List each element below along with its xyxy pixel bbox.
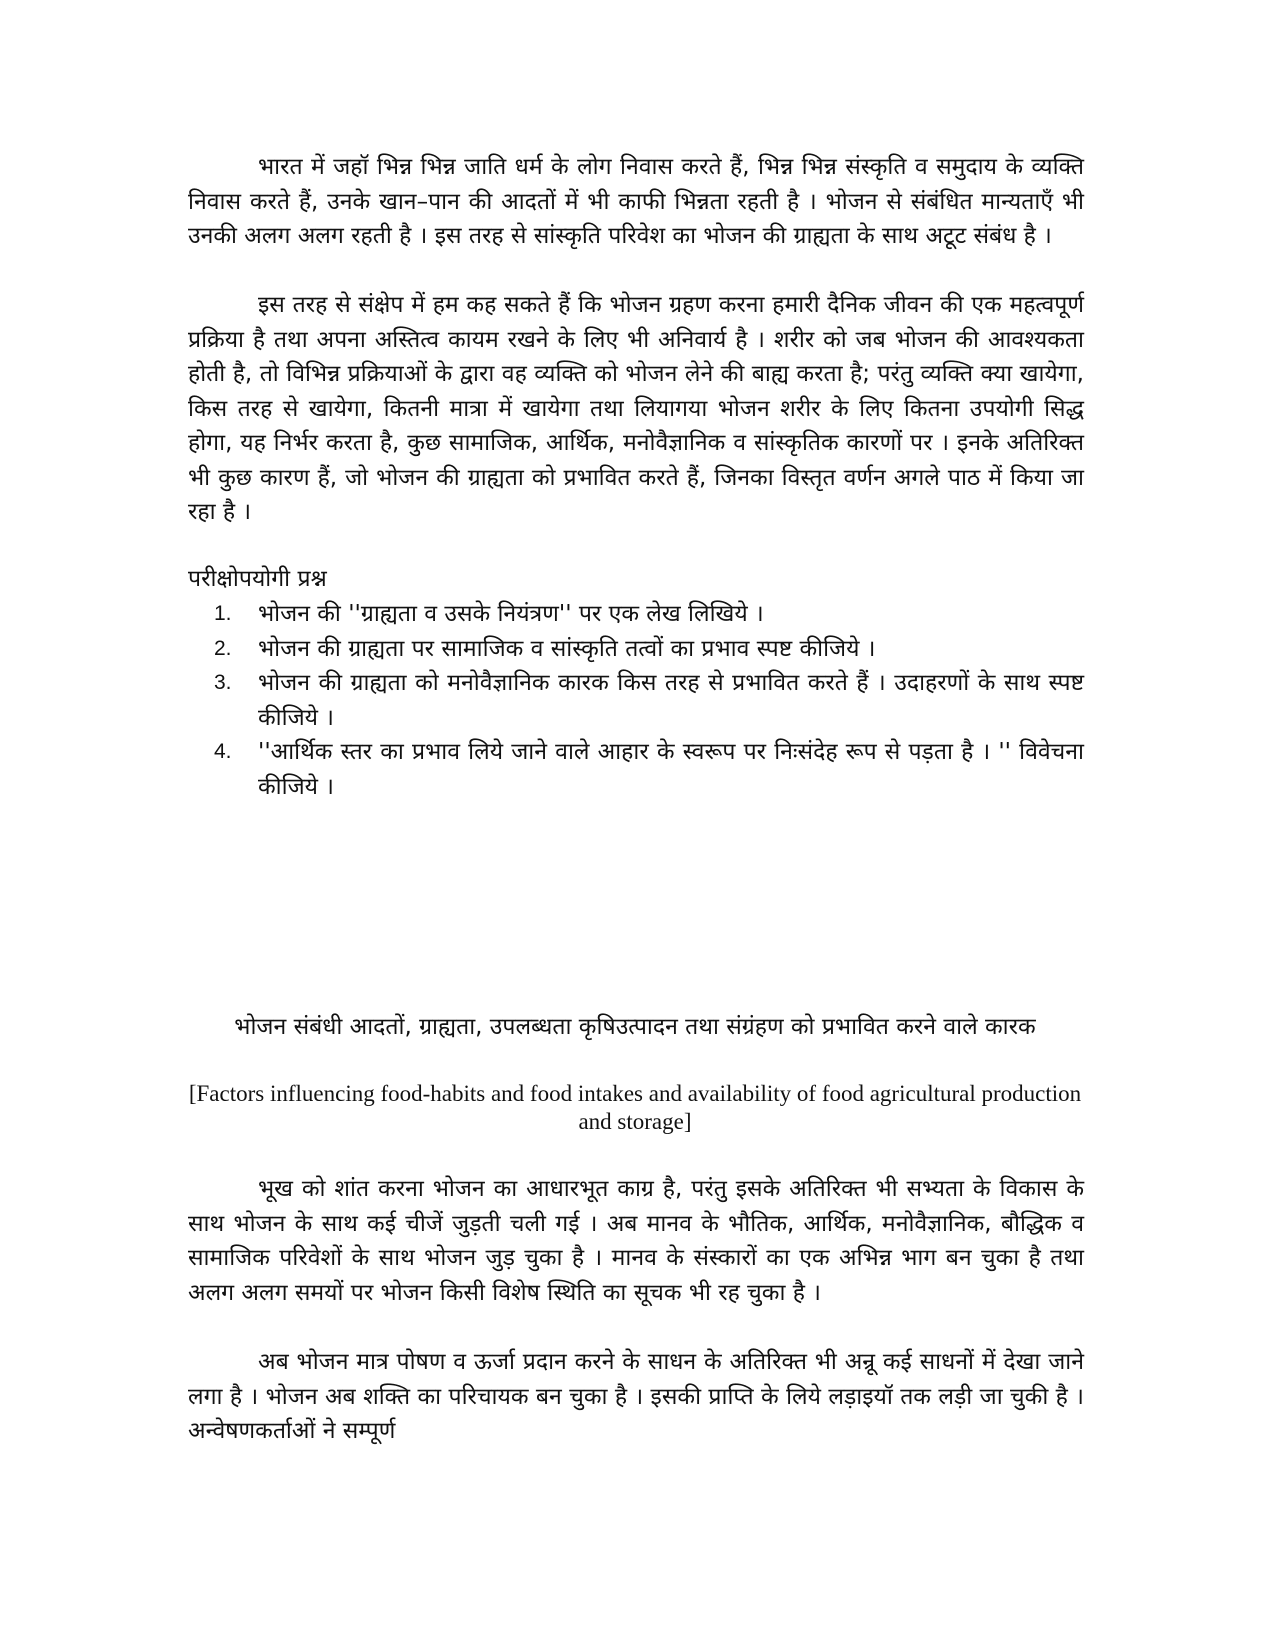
paragraph-summary xyxy=(188,288,1084,530)
question-text: ''आर्थिक स्तर का प्रभाव लिये जाने वाले आहार के स्वरूप पर निःसंदेह रूप से पड़ता है । '' विवेचना कीजिये । xyxy=(258,739,1084,800)
section-title-english: [Factors influencing food-habits and food intakes and availability of food agricultural production and storage] xyxy=(188,1081,1082,1134)
paragraph-text: अब भोजन मात्र पोषण व ऊर्जा प्रदान करने के साधन के अतिरिक्त भी अन्रू कई साधनों में देखा जाने लगा है । भोजन अब शक्ति का परिचायक बन चुका है । इसकी प्राप्ति के लिये लड़ाइयॉ तक लड़ी जा चुकी है । अन्वेषणकर्ताओं ने सम्पूर्ण xyxy=(188,1349,1084,1444)
question-item xyxy=(214,632,1084,667)
paragraph-text: भारत में जहॉ भिन्न भिन्न जाति धर्म के लोग निवास करते हैं, भिन्न भिन्न संस्कृति व समुदाय के व्यक्ति निवास करते हैं, उनके खान–पान की आदतों में भी काफी भिन्नता रहती है । भोजन से संबंधित मान्यताएँ भी उनकी अलग अलग रहती है । इस तरह से सांस्कृति परिवेश का भोजन की ग्राह्यता के साथ अटूट संबंध है । xyxy=(188,154,1084,249)
question-number: 3. xyxy=(214,671,232,694)
question-number: 1. xyxy=(214,602,232,625)
question-item xyxy=(214,597,1084,632)
question-item xyxy=(214,735,1084,804)
paragraph-text: इस तरह से संक्षेप में हम कह सकते हैं कि भोजन ग्रहण करना हमारी दैनिक जीवन की एक महत्वपूर्ण प्रक्रिया है तथा अपना अस्तित्व कायम रखने के लिए भी अनिवार्य है । शरीर को जब भोजन की आवश्यकता होती है, तो विभिन्न प्रक्रियाओं के द्वारा वह व्यक्ति को भोजन लेने की बाह्य करता है; परंतु व्यक्ति क्या खायेगा, किस तरह से खायेगा, कितनी मात्रा में खायेगा तथा लियागया भोजन शरीर के लिए कितना उपयोगी सिद्ध होगा, यह निर्भर करता है, कुछ सामाजिक, आर्थिक, मनोवैज्ञानिक व सांस्कृतिक कारणों पर । इनके अतिरिक्त भी कुछ कारण हैं, जो भोजन की ग्राह्यता को प्रभावित करते हैं, जिनका विस्तृत वर्णन अगले पाठ में किया जा रहा है । xyxy=(188,292,1084,525)
paragraph-hunger xyxy=(188,1172,1084,1310)
question-item xyxy=(214,666,1084,735)
paragraph-text: भूख को शांत करना भोजन का आधारभूत काग्र है, परंतु इसके अतिरिक्त भी सभ्यता के विकास के साथ भोजन के साथ कई चीजें जुड़ती चली गई । अब मानव के भौतिक, आर्थिक, मनोवैज्ञानिक, बौद्धिक व सामाजिक परिवेशों के साथ भोजन जुड़ चुका है । मानव के संस्कारों का एक अभिन्न भाग बन चुका है तथा अलग अलग समयों पर भोजन किसी विशेष स्थिति का सूचक भी रह चुका है । xyxy=(188,1176,1084,1306)
section-title-hindi: भोजन संबंधी आदतों, ग्राह्यता, उपलब्धता कृषिउत्पादन तथा संग्रंहण को प्रभावित करने वाले कारक xyxy=(234,1014,1036,1040)
question-text: भोजन की ''ग्राह्यता व उसके नियंत्रण'' पर एक लेख लिखिये । xyxy=(258,601,764,627)
questions-list xyxy=(214,597,1084,804)
paragraph-food-power xyxy=(188,1345,1084,1449)
questions-heading: परीक्षोपयोगी प्रश्न xyxy=(188,566,327,592)
question-number: 4. xyxy=(214,740,232,763)
question-number: 2. xyxy=(214,636,232,660)
question-text: भोजन की ग्राह्यता पर सामाजिक व सांस्कृति तत्वों का प्रभाव स्पष्ट कीजिये । xyxy=(258,635,876,662)
paragraph-cultural-environment xyxy=(188,150,1084,254)
question-text: भोजन की ग्राह्यता को मनोवैज्ञानिक कारक किस तरह से प्रभावित करते हैं । उदाहरणों के साथ स्पष्ट कीजिये । xyxy=(258,670,1084,731)
